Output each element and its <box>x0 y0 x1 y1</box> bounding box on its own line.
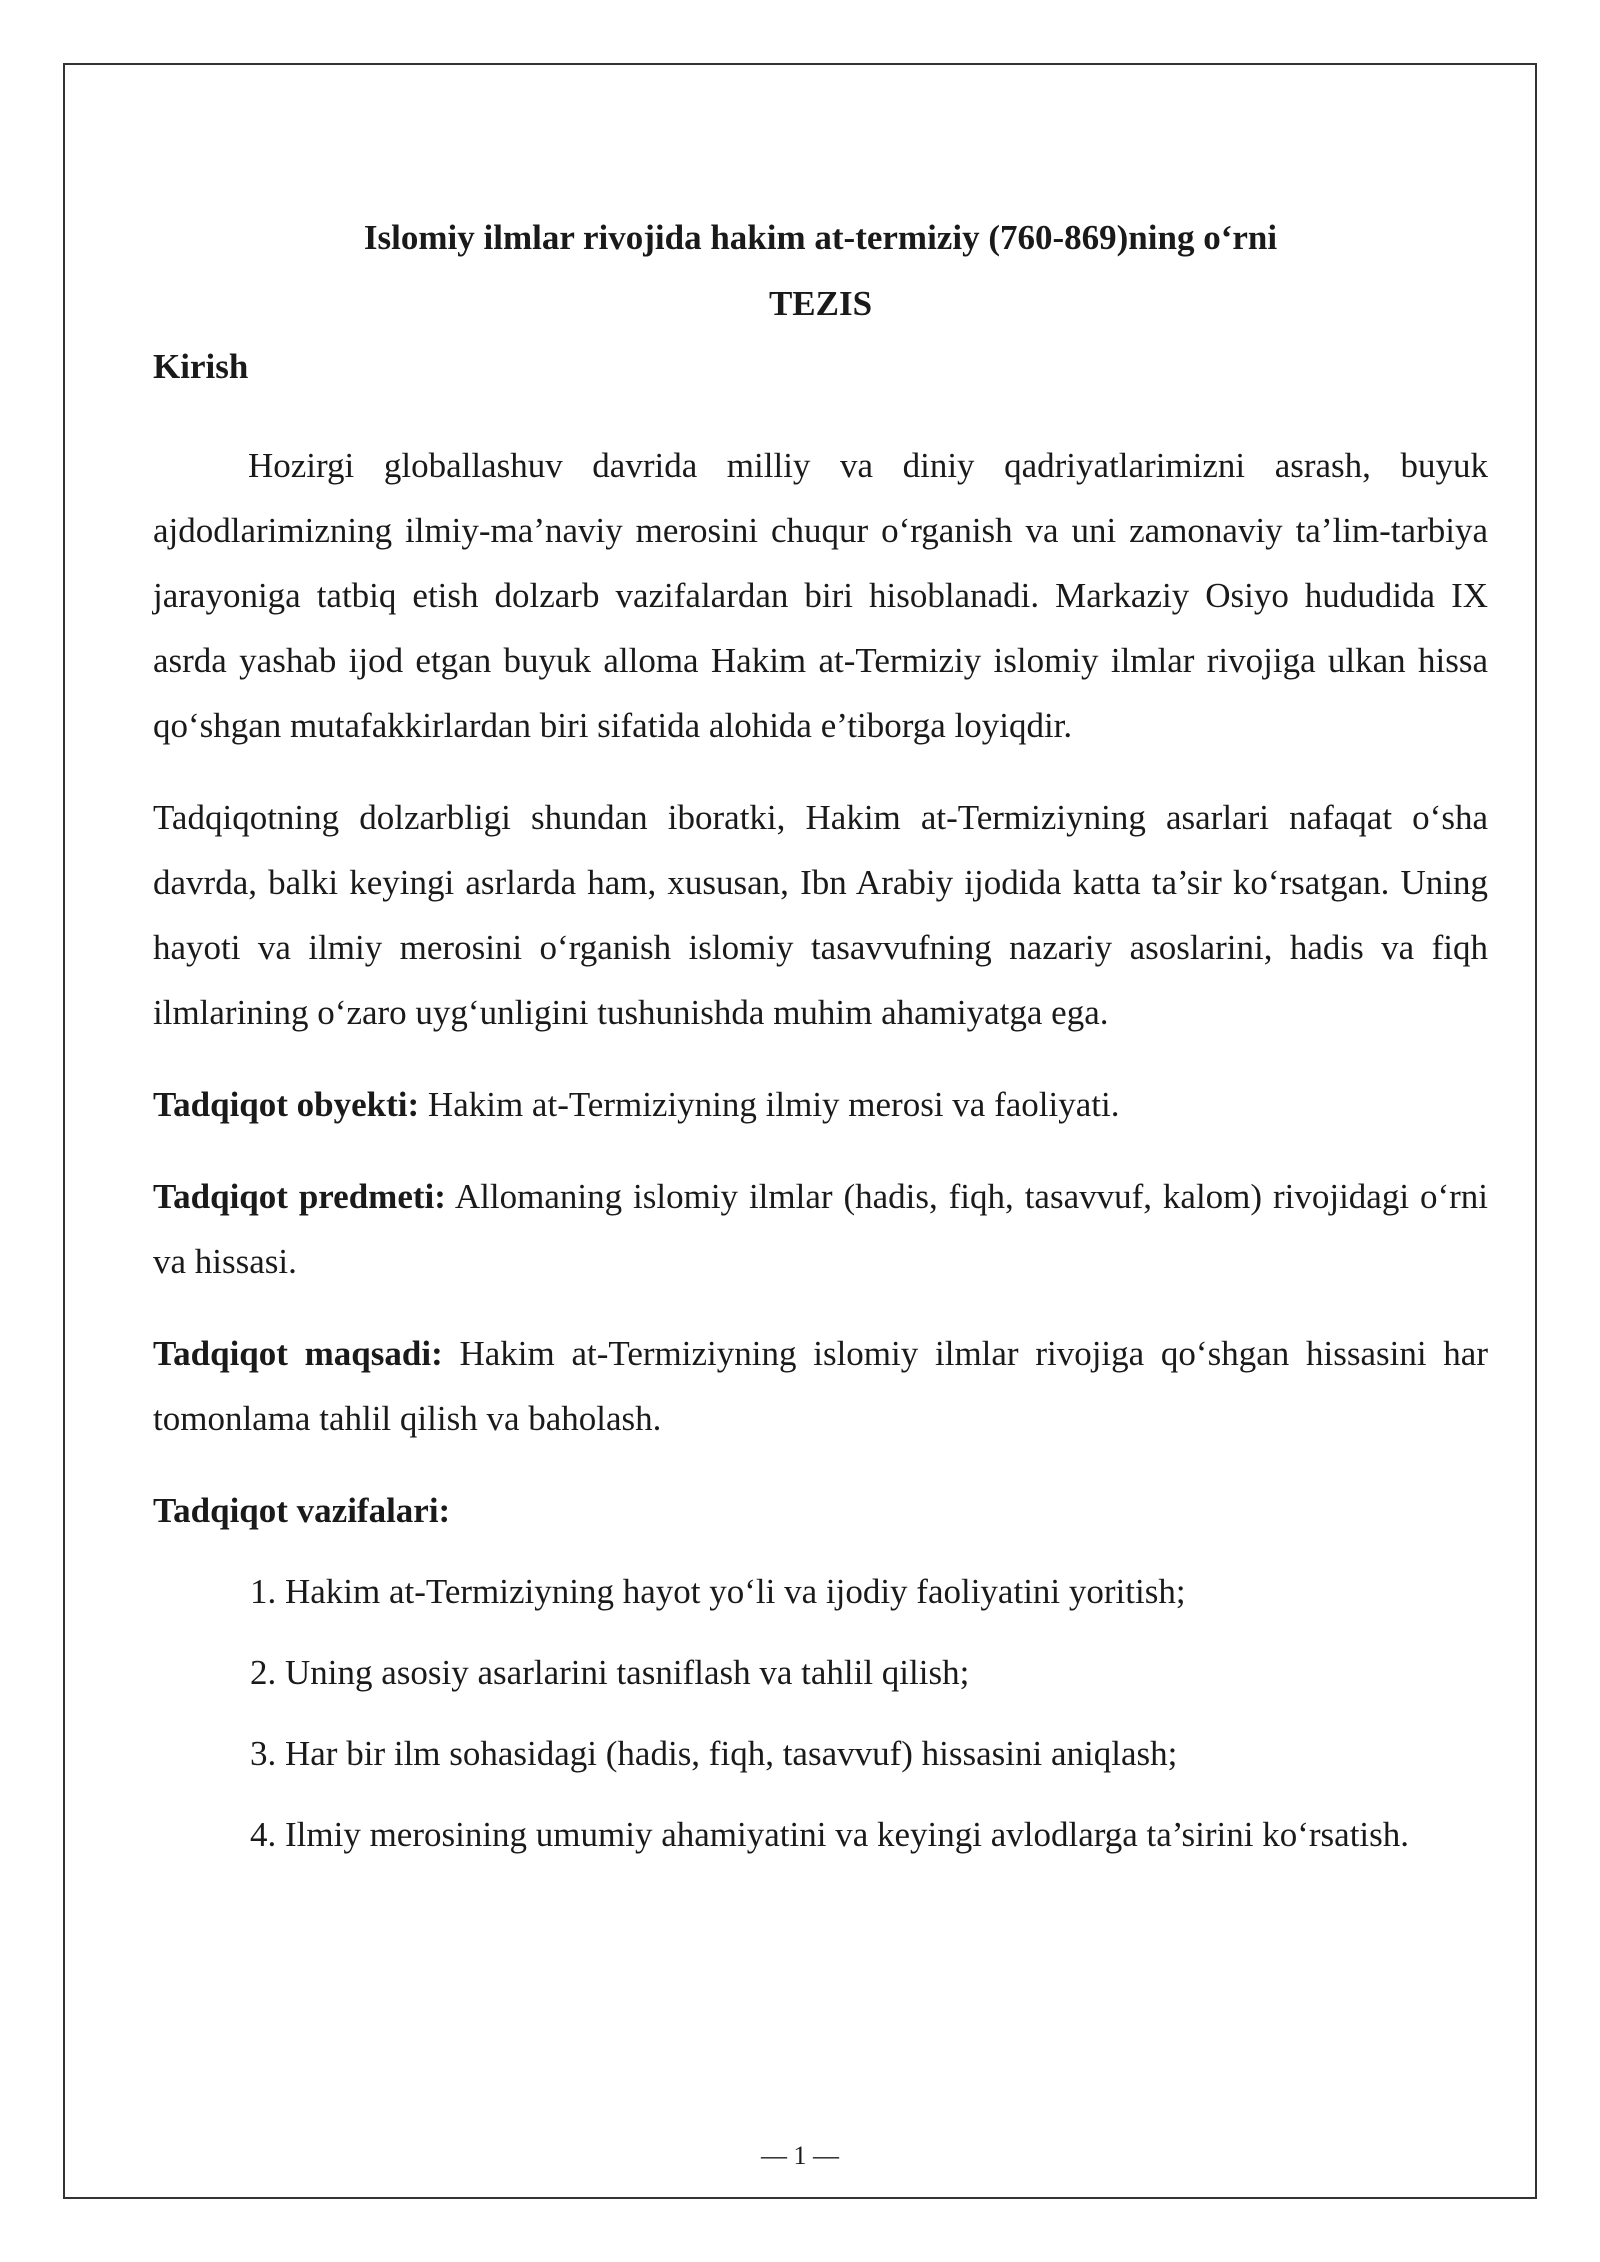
document-body <box>153 210 1488 1867</box>
research-tasks-list <box>153 1559 1488 1867</box>
research-subject <box>153 1164 1488 1294</box>
list-item: 3. Har bir ilm sohasidagi (hadis, fiqh, tasavvuf) hissasini aniqlash; <box>250 1734 1178 1773</box>
list-item: 4. Ilmiy merosining umumiy ahamiyatini va keyingi avlodlarga ta’sirini ko‘rsatish. <box>250 1815 1410 1854</box>
page-number: — 1 — <box>761 2141 839 2170</box>
list-item: 1. Hakim at-Termiziyning hayot yo‘li va ijodiy faoliyatini yoritish; <box>250 1572 1186 1611</box>
document-title: Islomiy ilmlar rivojida hakim at-termiziy (760-869)ning o‘rni <box>363 218 1278 257</box>
research-subject-text: Allomaning islomiy ilmlar (hadis, fiqh, tasavvuf, kalom) rivojidagi o‘rni va hissasi. <box>153 1177 1489 1281</box>
research-object <box>153 1072 1488 1137</box>
research-object-label: Tadqiqot obyekti: <box>153 1085 420 1124</box>
intro-heading: Kirish <box>153 347 249 386</box>
research-tasks-heading: Tadqiqot vazifalari: <box>153 1491 451 1530</box>
research-subject-label: Tadqiqot predmeti: <box>153 1177 446 1216</box>
list-item: 2. Uning asosiy asarlarini tasniflash va tahlil qilish; <box>250 1653 970 1692</box>
research-purpose-text: Hakim at-Termiziyning islomiy ilmlar rivojiga qo‘shgan hissasini har tomonlama tahlil qilish va baholash. <box>153 1334 1489 1438</box>
research-purpose-label: Tadqiqot maqsadi: <box>153 1334 443 1373</box>
research-object-text: Hakim at-Termiziyning ilmiy merosi va faoliyati. <box>419 1085 1120 1124</box>
intro-paragraph: Hozirgi globallashuv davrida milliy va diniy qadriyatlarimizni asrash, buyuk ajdodlarimizning ilmiy-ma’naviy merosini chuqur o‘rganish va uni zamonaviy ta’lim-tarbiya jarayoniga tatbiq etish dolzarb vazifalardan biri hisoblanadi. Markaziy Osiyo hududida IX asrda yashab ijod etgan buyuk alloma Hakim at-Termiziy islomiy ilmlar rivojiga ulkan hissa qo‘shgan mutafakkirlardan biri sifatida alohida e’tiborga loyiqdir. <box>153 446 1488 745</box>
relevance-paragraph: Tadqiqotning dolzarbligi shundan iboratki, Hakim at-Termiziyning asarlari nafaqat o‘sha davrda, balki keyingi asrlarda ham, xususan, Ibn Arabiy ijodida katta ta’sir ko‘rsatgan. Uning hayoti va ilmiy merosini o‘rganish islomiy tasavvufning nazariy asoslarini, hadis va fiqh ilmlarining o‘zaro uyg‘unligini tushunishda muhim ahamiyatga ega. <box>153 798 1488 1032</box>
research-purpose <box>153 1321 1488 1451</box>
document-subtitle: TEZIS <box>768 284 873 323</box>
